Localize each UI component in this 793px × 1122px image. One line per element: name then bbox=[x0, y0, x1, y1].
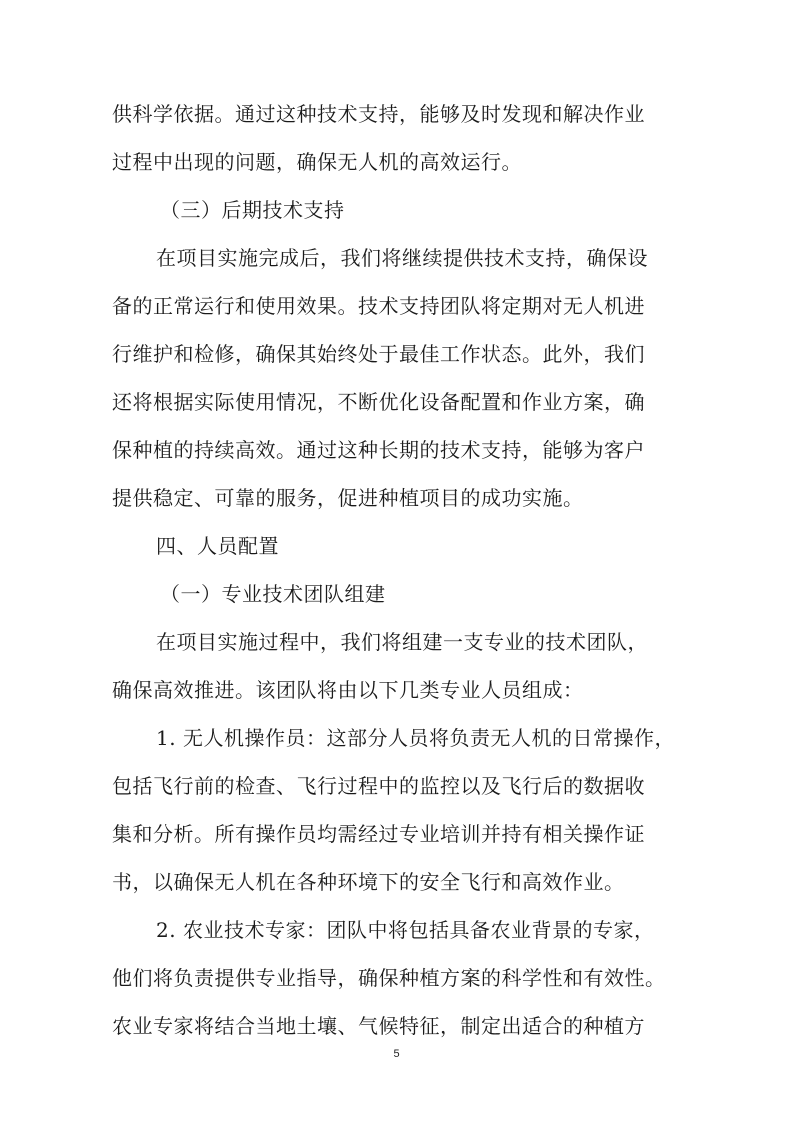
text-line: 他们将负责提供专业指导，确保种植方案的科学性和有效性。 bbox=[112, 966, 666, 990]
list-item: 1. 无人机操作员：这部分人员将负责无人机的日常操作， bbox=[156, 726, 675, 750]
text-line: 提供稳定、可靠的服务，促进种植项目的成功实施。 bbox=[112, 486, 584, 510]
subsection-heading: （三）后期技术支持 bbox=[160, 198, 345, 222]
text-line: 保种植的持续高效。通过这种长期的技术支持，能够为客户 bbox=[112, 438, 645, 462]
section-heading: 四、人员配置 bbox=[156, 534, 279, 558]
text-line: 集和分析。所有操作员均需经过专业培训并持有相关操作证 bbox=[112, 822, 645, 846]
text-line: 行维护和检修，确保其始终处于最佳工作状态。此外，我们 bbox=[112, 342, 645, 366]
subsection-heading: （一）专业技术团队组建 bbox=[160, 582, 386, 606]
text-line: 在项目实施完成后，我们将继续提供技术支持，确保设 bbox=[156, 246, 648, 270]
text-line: 在项目实施过程中，我们将组建一支专业的技术团队， bbox=[156, 630, 648, 654]
text-line: 确保高效推进。该团队将由以下几类专业人员组成： bbox=[112, 678, 584, 702]
text-line: 过程中出现的问题，确保无人机的高效运行。 bbox=[112, 150, 522, 174]
text-line: 备的正常运行和使用效果。技术支持团队将定期对无人机进 bbox=[112, 294, 645, 318]
text-line: 供科学依据。通过这种技术支持，能够及时发现和解决作业 bbox=[112, 102, 645, 126]
text-line: 农业专家将结合当地土壤、气候特征，制定出适合的种植方 bbox=[112, 1014, 645, 1038]
body-text bbox=[112, 90, 675, 1050]
list-item: 2. 农业技术专家：团队中将包括具备农业背景的专家， bbox=[156, 918, 655, 942]
text-line: 还将根据实际使用情况，不断优化设备配置和作业方案，确 bbox=[112, 390, 645, 414]
text-line: 包括飞行前的检查、飞行过程中的监控以及飞行后的数据收 bbox=[112, 774, 645, 798]
page-number: 5 bbox=[393, 1048, 400, 1060]
text-line: 书，以确保无人机在各种环境下的安全飞行和高效作业。 bbox=[112, 870, 625, 894]
